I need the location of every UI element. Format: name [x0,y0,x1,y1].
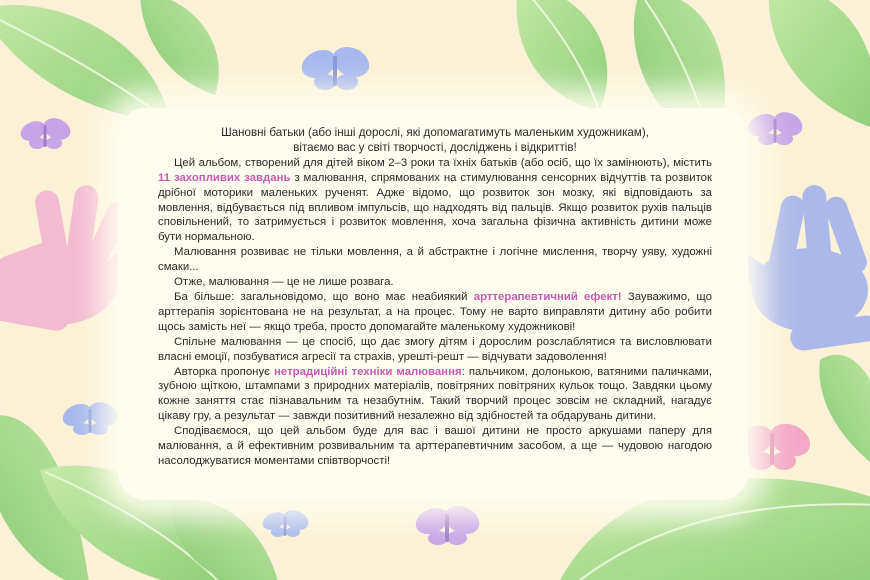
paragraph-6 [158,365,712,425]
butterfly-lilac-top-right-icon [744,108,806,145]
paragraph-7: Сподіваємося, що цей альбом буде для вас і вашої дитини не просто аркушами паперу для малювання, а й ефективним розвивальним та арттерапевтичним засобом, а ще — чудовою нагодою насолоджуватися моментами співтворчості! [158,425,712,467]
paragraph-6-text-a: Авторка пропонує [174,365,275,378]
paragraph-4-text-b: Зауважимо, що арттерапія зорієнтована не на результат, а на процес. Тому не варто виправляти дитину або робити щось замість неї — якщо треба, просто допомагайте маленькому художникові! [158,290,712,333]
paragraph-1 [158,156,712,245]
greeting [158,126,712,156]
paragraph-1-text-a: Цей альбом, створений для дітей віком 2–3 роки та їхніх батьків (або осіб, що їх замінюють), містить [174,156,712,169]
highlight-techniques: нетрадиційні техніки малювання [274,365,462,378]
butterfly-lilac-top-left-icon [17,114,74,149]
paragraph-4-text-a: Ба більше: загальновідомо, що воно має неабиякий [174,290,474,303]
highlight-art-therapy: арттерапевтичний ефект! [473,290,622,303]
paragraph-4 [158,290,712,335]
paragraph-5: Спільне малювання — це спосіб, що дає змогу дітям і дорослим розслаблятися та висловлювати власні емоції, позбуватися агресії та страхів, урешті-решт — відчувати задоволення! [158,335,712,363]
paragraph-2: Малювання розвиває не тільки мовлення, а й абстрактне і логічне мислення, творчу уяву, художні смаки... [158,246,712,274]
leaf-top-right-corner-icon [769,0,870,130]
butterfly-blue-top-icon [297,41,374,90]
greeting-line-2: вітаємо вас у світі творчості, досліджень і відкриттів! [293,140,577,154]
leaf-right-edge-icon [819,355,870,470]
butterfly-blue-left-icon [59,398,121,435]
letter-text [158,126,712,469]
paragraph-6-text-b: : пальчиком, долонькою, ватяними паличками, зубною щіткою, штампами з природних матеріалів, повітряних повітряних кульок тощо. Завдяки цьому кожне заняття стає пізнавальним та незабутнім. Такий творчий процес зовсім не складний, нагадує цікаву гру, а результат — завжди позитивний незалежно від здібностей та обдарувань дитини. [158,365,712,423]
butterfly-blue-bottom-icon [260,506,312,537]
paragraph-3: Отже, малювання — це не лише розвага. [174,276,394,289]
highlight-tasks: 11 захопливих завдань [158,171,291,184]
paragraph-1-text-b: з малювання, спрямованих на стимулювання сенсорних відчуттів та розвиток дрібної моторики маленьких рученят. Адже відомо, що розвиток зон мозку, які відповідають за мовлення, відбувається під впливом імпульсів, що надходять від пальців. Якщо розвиток рухів пальців сповільнений, то затримується і розвиток мовлення, хоча загальна фізична активність дитини може бути нормальною. [158,171,712,244]
pink-handprint-icon [0,184,137,333]
greeting-line-1: Шановні батьки (або інші дорослі, які допомагатимуть маленьким художникам), [221,126,649,139]
leaf-top-center-icon [517,0,608,110]
butterfly-lilac-bottom-icon [412,501,484,545]
